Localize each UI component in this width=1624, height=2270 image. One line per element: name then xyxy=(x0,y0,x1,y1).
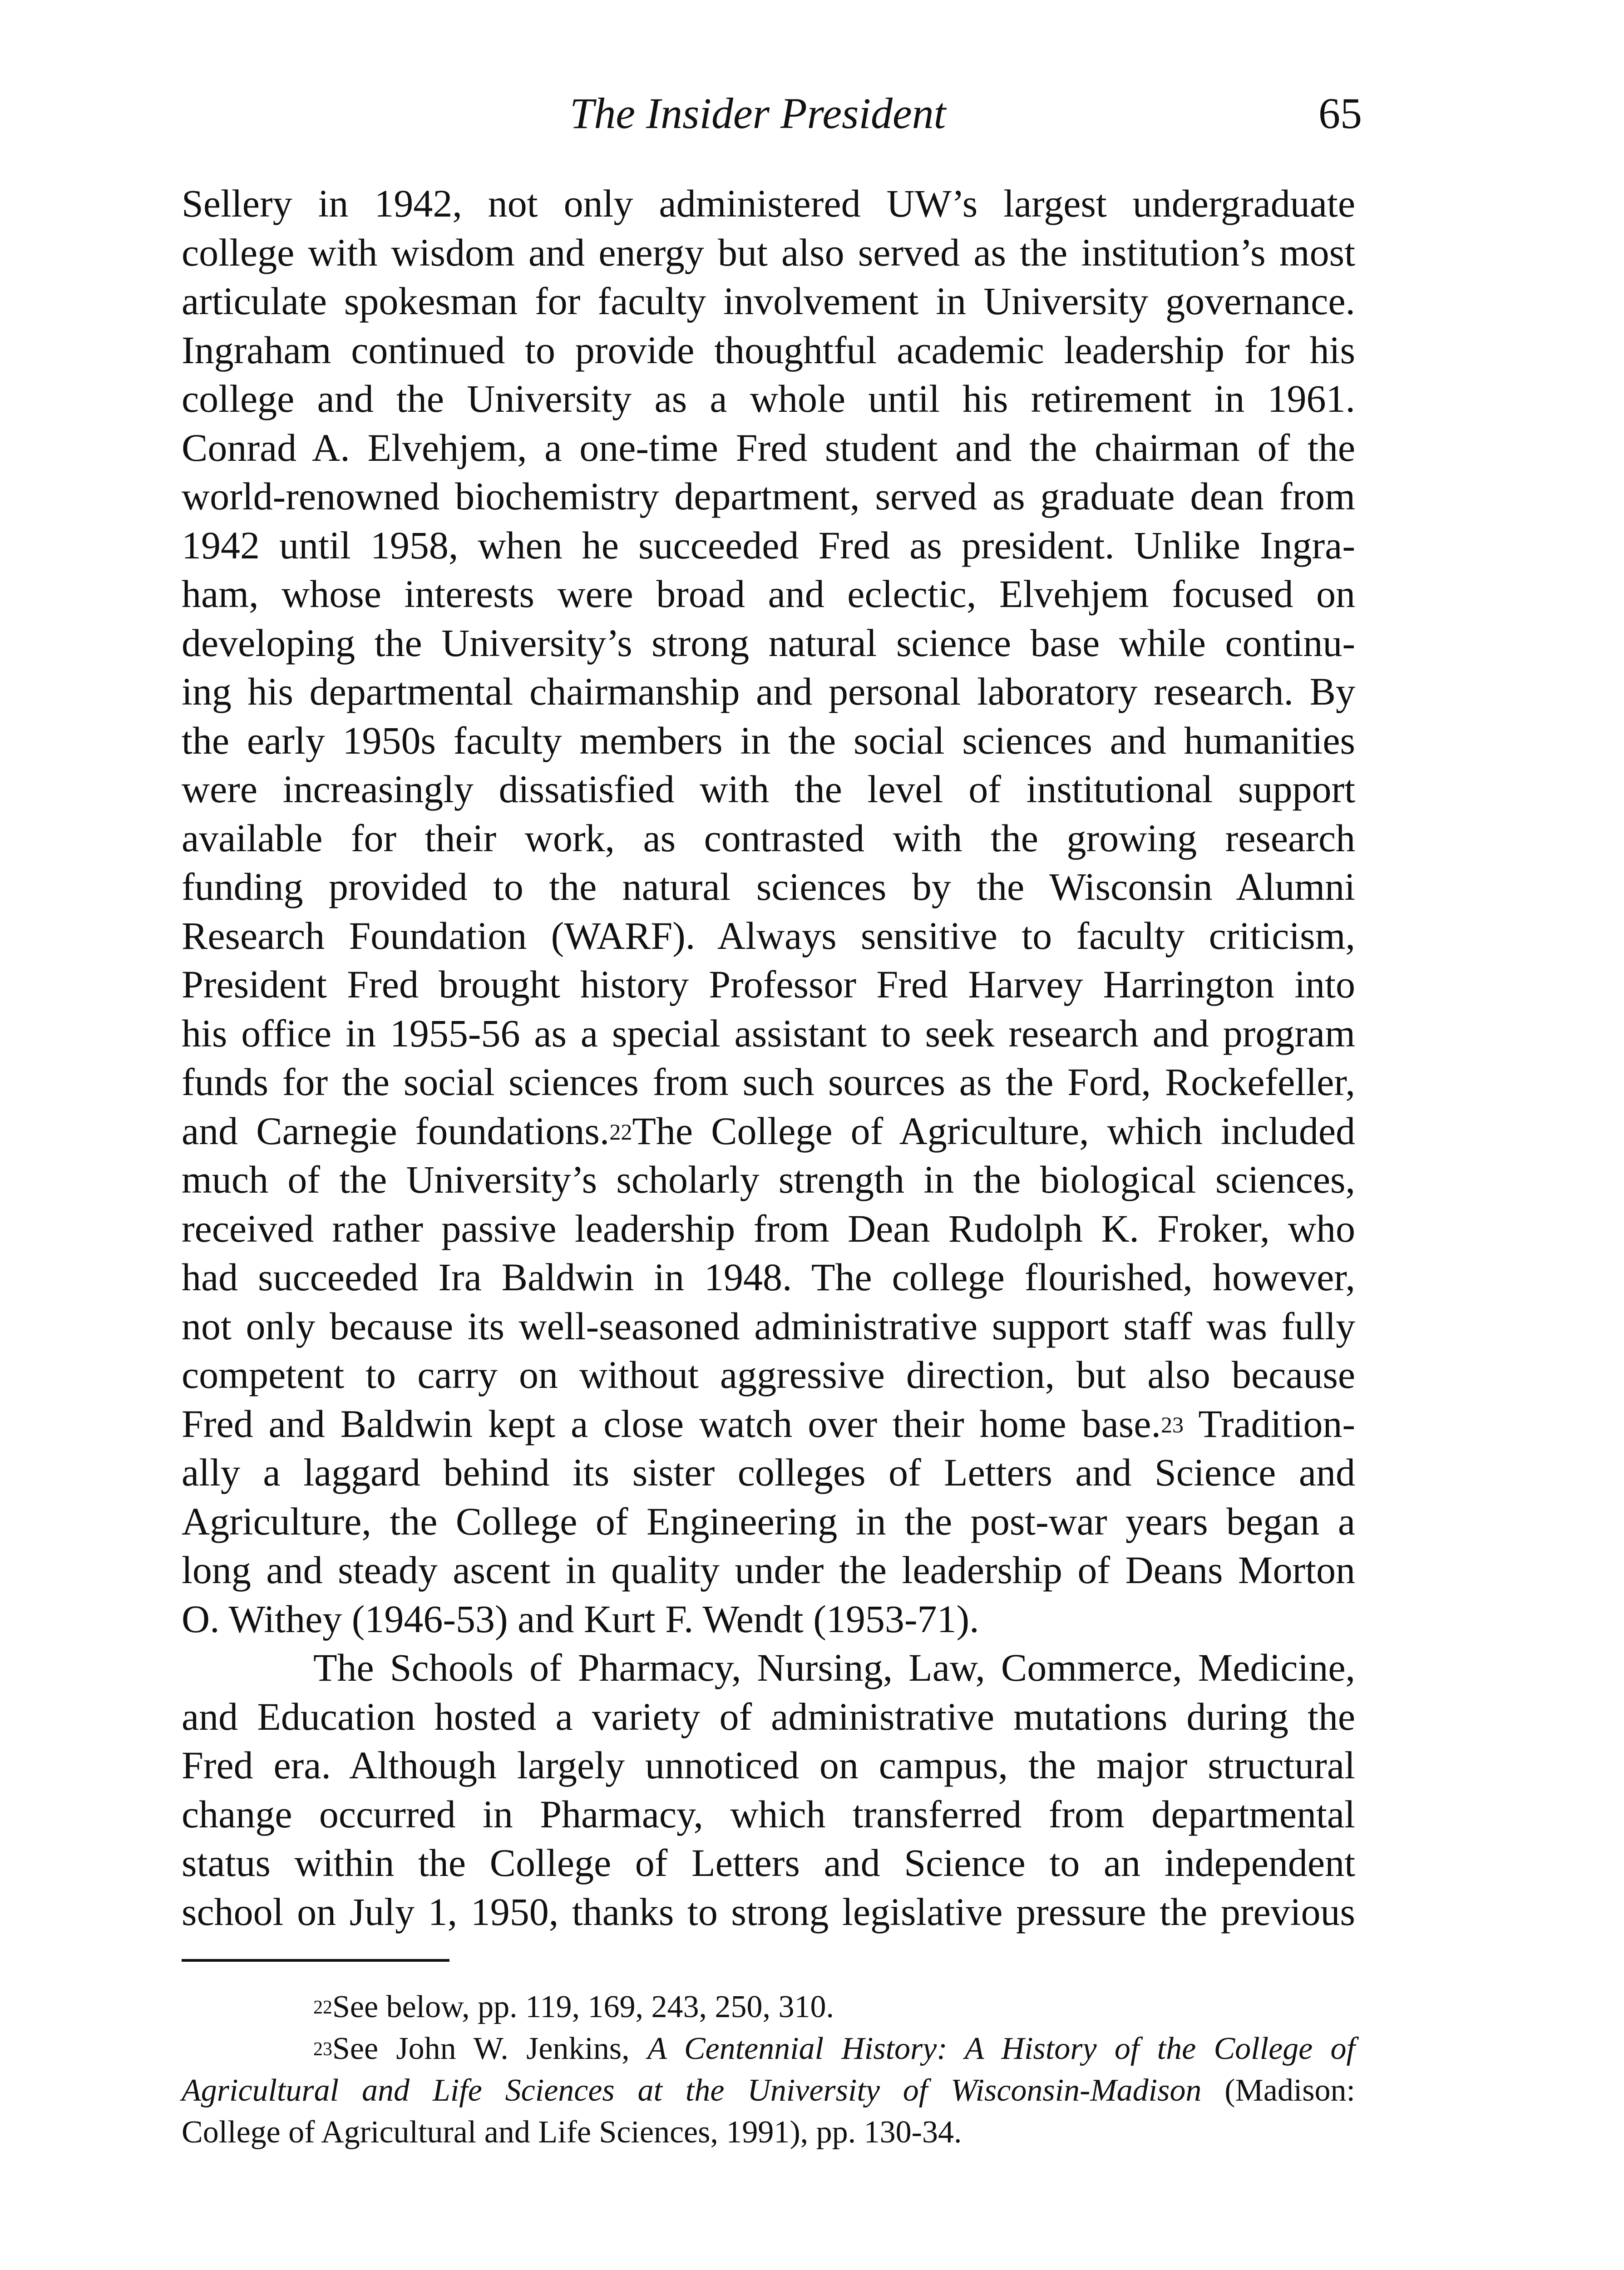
text-line: funds for the social sciences from such sources as the Ford, Rockefeller, xyxy=(182,1060,1355,1104)
text-line: The Schools of Pharmacy, Nursing, Law, Commerce, Medicine, xyxy=(313,1646,1355,1689)
text-line: Fred era. Although largely unnoticed on campus, the major structural xyxy=(182,1743,1355,1787)
text-fragment: and Carnegie foundations. xyxy=(182,1109,610,1153)
text-line: college with wisdom and energy but also served as the institution’s most xyxy=(182,230,1355,274)
footnote-number: 22 xyxy=(313,1997,332,2018)
footnote-text: (Madison: xyxy=(1201,2073,1355,2108)
text-line: Sellery in 1942, not only administered UW’s largest undergraduate xyxy=(182,182,1355,225)
text-line: developing the University’s strong natural science base while continu- xyxy=(182,621,1355,665)
text-line: not only because its well-seasoned administrative support staff was fully xyxy=(182,1304,1355,1348)
text-line: received rather passive leadership from Dean Rudolph K. Froker, who xyxy=(182,1206,1355,1250)
text-line: ing his departmental chairmanship and personal laboratory research. By xyxy=(182,670,1355,713)
text-line: and Education hosted a variety of administrative mutations during the xyxy=(182,1694,1355,1738)
footnote-23 xyxy=(182,2028,1355,2070)
footnote-22 xyxy=(182,1986,1355,2028)
text-line: competent to carry on without aggressive direction, but also because xyxy=(182,1353,1355,1397)
footnote-book-title: A Centennial History: A History of the College of xyxy=(647,2031,1355,2066)
footnote-text: See below, pp. 119, 169, 243, 250, 310. xyxy=(332,1989,834,2024)
text-line: were increasingly dissatisfied with the level of institutional support xyxy=(182,767,1355,811)
running-header xyxy=(182,86,1362,150)
text-line: articulate spokesman for faculty involvement in University governance. xyxy=(182,279,1355,323)
footnote-book-title: Agricultural and Life Sciences at the University of Wisconsin-Madison xyxy=(182,2073,1202,2108)
text-line: long and steady ascent in quality under the leadership of Deans Morton xyxy=(182,1548,1355,1592)
footnote-text: See John W. Jenkins, xyxy=(332,2031,648,2066)
text-fragment: The College of Agriculture, which included xyxy=(632,1109,1355,1153)
text-line: funding provided to the natural sciences by the Wisconsin Alumni xyxy=(182,865,1355,908)
text-line: ally a laggard behind its sister colleges of Letters and Science and xyxy=(182,1451,1355,1494)
text-line: Conrad A. Elvehjem, a one-time Fred student and the chairman of the xyxy=(182,425,1355,469)
footnote-divider xyxy=(182,1959,449,1962)
text-line: status within the College of Letters and Science to an independent xyxy=(182,1841,1355,1885)
text-line: his office in 1955-56 as a special assistant to seek research and program xyxy=(182,1011,1355,1055)
footnote-ref-22[interactable]: 22 xyxy=(609,1119,632,1145)
text-line-footnote-23 xyxy=(182,1400,1355,1449)
text-line: college and the University as a whole until his retirement in 1961. xyxy=(182,377,1355,420)
running-title: The Insider President xyxy=(570,89,946,138)
text-line: President Fred brought history Professor Fred Harvey Harrington into xyxy=(182,962,1355,1006)
footnotes xyxy=(182,1986,1355,2153)
text-line: Ingraham continued to provide thoughtful academic leadership for his xyxy=(182,328,1355,372)
text-line: Research Foundation (WARF). Always sensitive to faculty criticism, xyxy=(182,913,1355,957)
text-line: the early 1950s faculty members in the social sciences and humanities xyxy=(182,718,1355,762)
text-line: much of the University’s scholarly strength in the biological sciences, xyxy=(182,1158,1355,1201)
text-line: ham, whose interests were broad and eclectic, Elvehjem focused on xyxy=(182,572,1355,616)
text-line: Agriculture, the College of Engineering in the post-war years began a xyxy=(182,1499,1355,1543)
page-number: 65 xyxy=(1318,89,1362,138)
text-line: world-renowned biochemistry department, served as graduate dean from xyxy=(182,474,1355,518)
text-line: school on July 1, 1950, thanks to strong legislative pressure the previous xyxy=(182,1890,1355,1934)
text-line: 1942 until 1958, when he succeeded Fred as president. Unlike Ingra- xyxy=(182,523,1355,567)
text-line: O. Withey (1946-53) and Kurt F. Wendt (1953-71). xyxy=(182,1597,979,1641)
text-line-footnote-22 xyxy=(182,1107,1355,1156)
footnote-number: 23 xyxy=(313,2039,332,2060)
footnote-ref-23[interactable]: 23 xyxy=(1160,1411,1184,1437)
text-line: available for their work, as contrasted with the growing research xyxy=(182,816,1355,860)
text-line: change occurred in Pharmacy, which transferred from departmental xyxy=(182,1792,1355,1836)
footnote-23-cont: College of Agricultural and Life Sciences, 1991), pp. 130-34. xyxy=(182,2115,962,2150)
text-fragment: Fred and Baldwin kept a close watch over their home base. xyxy=(182,1401,1161,1446)
text-line: had succeeded Ira Baldwin in 1948. The college flourished, however, xyxy=(182,1255,1355,1299)
text-fragment: Tradition- xyxy=(1183,1401,1356,1446)
footnote-23-cont xyxy=(182,2070,1355,2112)
main-text xyxy=(182,179,1355,1936)
